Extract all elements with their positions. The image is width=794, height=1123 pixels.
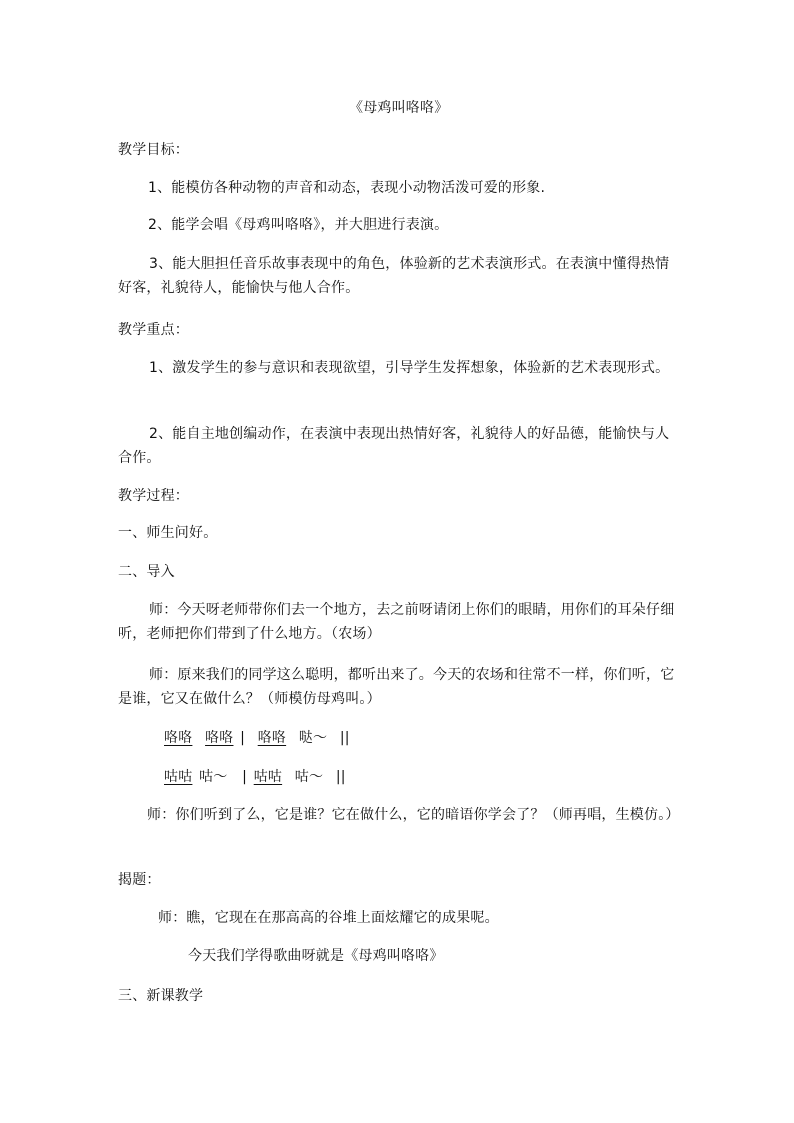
teaching-process-heading: 教学过程： xyxy=(118,488,189,504)
teaching-goals-heading: 教学目标： xyxy=(118,142,189,158)
teacher-line-1: 师：今天呀老师带你们去一个地方，去之前呀请闭上你们的眼睛，用你们的耳朵仔细听，老师把你们带到了什么地方。（农场） xyxy=(118,602,675,642)
goal-item-1: 1、能模仿各种动物的声音和动态，表现小动物活泼可爱的形象. xyxy=(148,180,546,196)
page-title: 《母鸡叫咯咯》 xyxy=(349,100,449,116)
music-1-c: 咯咯 xyxy=(257,730,287,746)
music-1-d: 哒～ xyxy=(298,730,328,746)
process-step-3: 三、新课教学 xyxy=(118,988,204,1004)
music-2-a: 咕咕 xyxy=(164,769,193,785)
music-2-b: 咕～ xyxy=(199,769,228,785)
teaching-focus-heading: 教学重点： xyxy=(118,322,189,338)
music-1-b: 咯咯 xyxy=(205,730,234,746)
music-2-end: || xyxy=(335,769,346,785)
process-step-2: 二、导入 xyxy=(118,564,175,580)
music-1-a: 咯咯 xyxy=(164,730,193,746)
goal-item-3: 3、能大胆担任音乐故事表现中的角色，体验新的艺术表演形式。在表演中懂得热情好客，礼貌待人，能愉快与他人合作。 xyxy=(118,256,670,296)
music-2-separator: | xyxy=(242,769,248,785)
music-line-2 xyxy=(164,765,346,789)
goal-item-2: 2、能学会唱《母鸡叫咯咯》，并大胆进行表演。 xyxy=(148,217,449,233)
focus-item-2: 2、能自主地创编动作，在表演中表现出热情好客，礼貌待人的好品德，能愉快与人合作。 xyxy=(118,426,670,466)
music-2-c: 咕咕 xyxy=(253,769,283,785)
teacher-line-4: 师：瞧，它现在在那高高的谷堆上面炫耀它的成果呢。 xyxy=(158,910,499,926)
music-1-end: || xyxy=(339,730,350,746)
music-line-1 xyxy=(164,726,350,750)
teacher-line-2: 师：原来我们的同学这么聪明，都听出来了。今天的农场和往常不一样，你们听，它是谁，它又在做什么？（师模仿母鸡叫。） xyxy=(118,667,675,707)
focus-item-1: 1、激发学生的参与意识和表现欲望，引导学生发挥想象，体验新的艺术表现形式。 xyxy=(149,360,670,376)
reveal-topic-heading: 揭题： xyxy=(118,872,161,888)
teacher-line-5: 今天我们学得歌曲呀就是《母鸡叫咯咯》 xyxy=(188,948,444,964)
teacher-line-3: 师：你们听到了么，它是谁？它在做什么，它的暗语你学会了？（师再唱，生模仿。） xyxy=(147,807,680,823)
music-2-d: 咕～ xyxy=(294,769,324,785)
music-1-separator: | xyxy=(240,730,246,746)
process-step-1: 一、师生问好。 xyxy=(118,525,218,541)
